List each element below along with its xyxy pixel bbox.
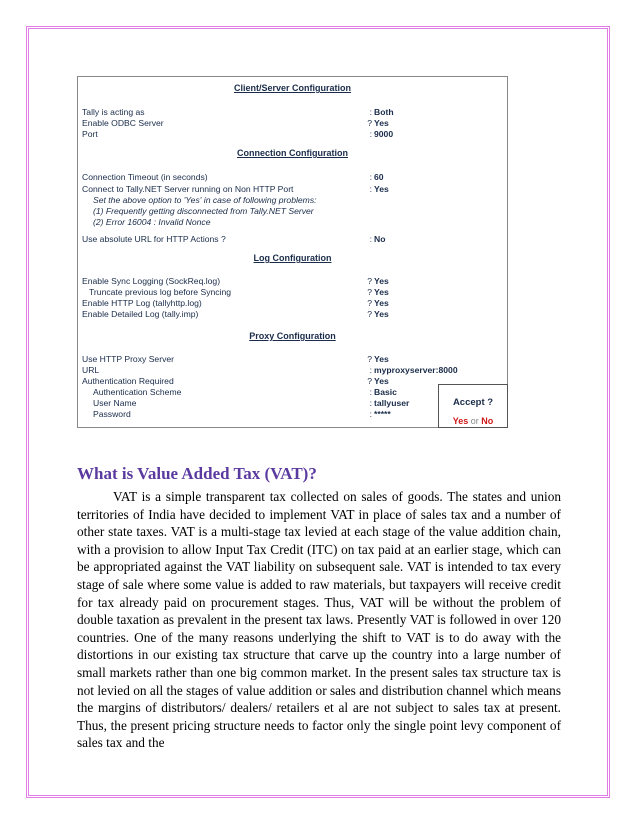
accept-or-text: or bbox=[470, 416, 482, 426]
config-marker: : bbox=[369, 409, 372, 419]
config-note-line bbox=[82, 195, 502, 206]
config-row-http-proxy[interactable] bbox=[82, 354, 502, 365]
accept-dialog bbox=[438, 384, 508, 428]
config-label: Enable Detailed Log (tally.imp) bbox=[82, 309, 199, 319]
config-note: (1) Frequently getting disconnected from Tally.NET Server bbox=[93, 206, 314, 216]
config-row-enable-odbc[interactable] bbox=[82, 118, 502, 129]
config-label: Truncate previous log before Syncing bbox=[89, 287, 232, 297]
config-row-http-log[interactable] bbox=[82, 298, 502, 309]
config-note-line bbox=[82, 217, 502, 228]
config-row-detailed-log[interactable] bbox=[82, 309, 502, 320]
config-label: Connect to Tally.NET Server running on Non HTTP Port bbox=[82, 184, 294, 194]
config-label: Connection Timeout (in seconds) bbox=[82, 172, 208, 182]
config-value: Basic bbox=[374, 387, 397, 397]
config-row-sync-logging[interactable] bbox=[82, 276, 502, 287]
config-value: Yes bbox=[374, 118, 389, 128]
config-marker: ? bbox=[367, 298, 372, 308]
config-value: Yes bbox=[374, 298, 389, 308]
tally-configuration-screenshot bbox=[77, 76, 508, 428]
section-title-log: Log Configuration bbox=[253, 253, 332, 263]
config-row-non-http-port[interactable] bbox=[82, 184, 502, 195]
config-label: Tally is acting as bbox=[82, 107, 145, 117]
config-note: (2) Error 16004 : Invalid Nonce bbox=[93, 217, 211, 227]
config-marker: : bbox=[369, 172, 372, 182]
config-label: URL bbox=[82, 365, 100, 375]
config-label: Enable ODBC Server bbox=[82, 118, 164, 128]
config-value: Both bbox=[374, 107, 394, 117]
accept-yes-button[interactable]: Yes bbox=[452, 416, 469, 426]
config-label: Password bbox=[93, 409, 131, 419]
config-label: Authentication Scheme bbox=[93, 387, 182, 397]
config-marker: : bbox=[369, 387, 372, 397]
config-row-url[interactable] bbox=[82, 365, 502, 376]
config-marker: : bbox=[369, 107, 372, 117]
config-value: 60 bbox=[374, 172, 384, 182]
config-value: 9000 bbox=[374, 129, 394, 139]
config-row-port[interactable] bbox=[82, 129, 502, 140]
config-value: Yes bbox=[374, 309, 389, 319]
config-value: tallyuser bbox=[374, 398, 410, 408]
accept-question: Accept ? bbox=[452, 397, 494, 408]
config-marker: ? bbox=[367, 309, 372, 319]
accept-options bbox=[439, 416, 507, 426]
accept-no-button[interactable]: No bbox=[481, 416, 494, 426]
config-value: ***** bbox=[374, 409, 391, 419]
article-body: VAT is a simple transparent tax collected on sales of goods. The states and union territories of India have decided to implement VAT in place of sales tax and a number of other state taxes. VAT is a multi-stage tax levied at each stage of the value addition chain, with a provision to allow Input Tax Credit (ITC) on tax paid at an earlier stage, which can be appropriated against the VAT liability on subsequent sale. VAT is intended to tax every stage of sale where some value is added to raw materials, but taxpayers will receive credit for tax already paid on procurement stages. Thus, VAT will be without the problem of double taxation as prevalent in the present tax laws. Presently VAT is followed in over 120 countries. One of the many reasons underlying the shift to VAT is to do away with the distortions in our existing tax structure that carve up the country into a large number of small markets rather than one big common market. In the present sales tax structure tax is not levied on all the stages of value addition or sales and distribution channel which means the margins of distributors/ dealers/ retailers et al are not subject to sales tax at present. Thus, the present pricing structure needs to factor only the single point levy component of sales tax and the bbox=[77, 489, 561, 751]
config-value: myproxyserver:8000 bbox=[374, 365, 458, 375]
config-marker: : bbox=[369, 234, 372, 244]
config-note: Set the above option to 'Yes' in case of following problems: bbox=[93, 195, 317, 205]
config-label: User Name bbox=[93, 398, 137, 408]
config-note-line bbox=[82, 206, 502, 217]
section-title-connection: Connection Configuration bbox=[237, 148, 348, 158]
config-label: Enable Sync Logging (SockReq.log) bbox=[82, 276, 221, 286]
config-label: Use absolute URL for HTTP Actions ? bbox=[82, 234, 226, 244]
config-row-truncate-log[interactable] bbox=[82, 287, 502, 298]
config-marker: ? bbox=[367, 376, 372, 386]
config-marker: : bbox=[369, 398, 372, 408]
config-value: Yes bbox=[374, 184, 389, 194]
config-marker: ? bbox=[367, 354, 372, 364]
config-marker: ? bbox=[367, 118, 372, 128]
config-label: Authentication Required bbox=[82, 376, 174, 386]
config-marker: ? bbox=[367, 276, 372, 286]
section-title-proxy: Proxy Configuration bbox=[249, 331, 336, 341]
article-heading: What is Value Added Tax (VAT)? bbox=[77, 464, 317, 483]
section-title-client-server: Client/Server Configuration bbox=[233, 83, 351, 93]
config-value: Yes bbox=[374, 354, 389, 364]
config-marker: : bbox=[369, 129, 372, 139]
config-value: No bbox=[374, 234, 386, 244]
config-marker: : bbox=[369, 365, 372, 375]
config-row-connection-timeout[interactable] bbox=[82, 172, 502, 183]
config-label: Use HTTP Proxy Server bbox=[82, 354, 175, 364]
config-row-tally-acting-as[interactable] bbox=[82, 107, 502, 118]
config-marker: ? bbox=[367, 287, 372, 297]
config-label: Enable HTTP Log (tallyhttp.log) bbox=[82, 298, 202, 308]
config-label: Port bbox=[82, 129, 98, 139]
config-value: Yes bbox=[374, 276, 389, 286]
config-value: Yes bbox=[374, 287, 389, 297]
config-marker: : bbox=[369, 184, 372, 194]
config-row-absolute-url[interactable] bbox=[82, 234, 502, 245]
config-value: Yes bbox=[374, 376, 389, 386]
